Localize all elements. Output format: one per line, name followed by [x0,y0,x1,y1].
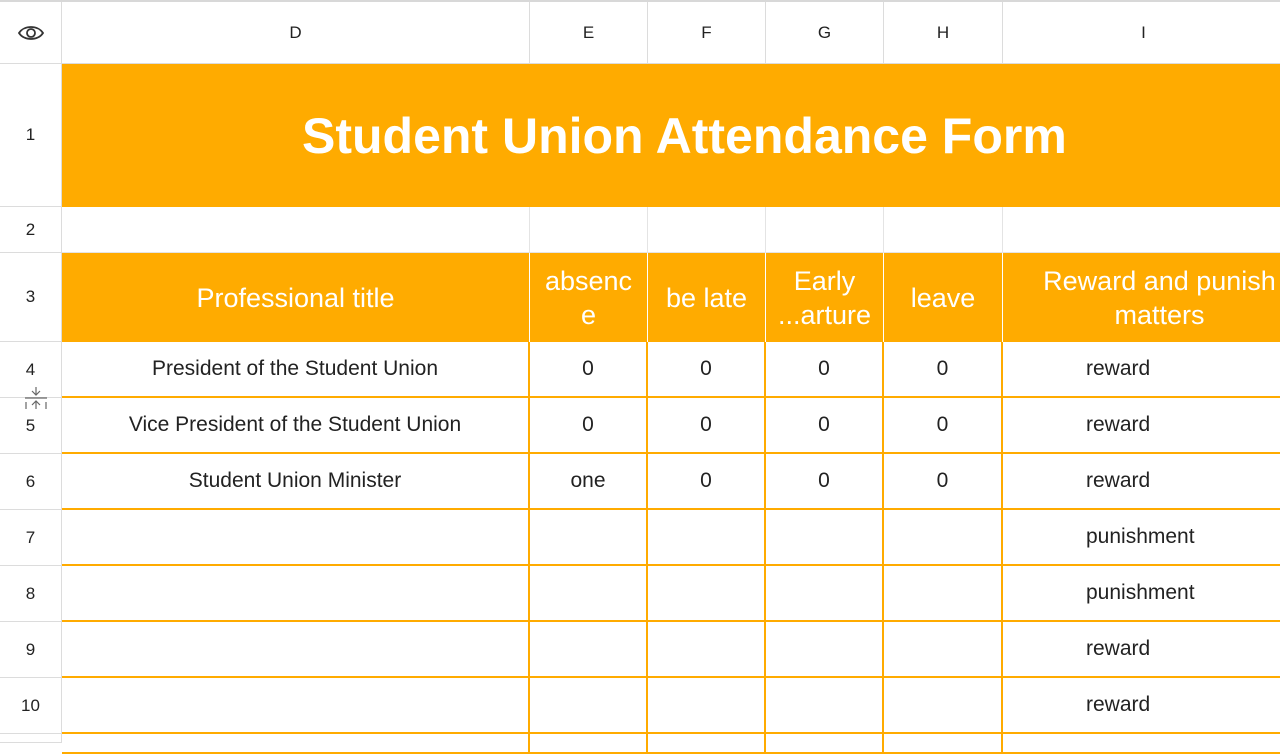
table-cell-leave[interactable]: 0 [884,398,1003,454]
table-cell-late[interactable] [648,566,766,622]
cell-g2[interactable] [766,207,884,253]
table-cell-title[interactable] [62,510,530,566]
row-header-2[interactable]: 2 [0,207,62,253]
table-cell-title[interactable]: Vice President of the Student Union [62,398,530,454]
table-cell-matter[interactable]: punishment [1003,510,1280,566]
column-header-i[interactable]: I [1003,2,1280,64]
column-header-g[interactable]: G [766,2,884,64]
row-header-1[interactable]: 1 [0,64,62,207]
header-leave[interactable]: leave [884,253,1003,342]
cell-h2[interactable] [884,207,1003,253]
table-cell-late[interactable]: 0 [648,454,766,510]
table-cell-empty[interactable] [648,734,766,754]
table-cell-empty[interactable] [766,734,884,754]
table-cell-title[interactable]: Student Union Minister [62,454,530,510]
cell-e2[interactable] [530,207,648,253]
column-header-e[interactable]: E [530,2,648,64]
row-resize-icon[interactable] [24,386,48,410]
table-cell-leave[interactable]: 0 [884,454,1003,510]
table-cell-empty[interactable] [884,734,1003,754]
table-cell-early[interactable]: 0 [766,398,884,454]
table-cell-absence[interactable] [530,678,648,734]
table-cell-late[interactable] [648,678,766,734]
table-cell-empty[interactable] [1003,734,1280,754]
table-cell-title[interactable] [62,622,530,678]
row-header-10[interactable]: 10 [0,678,62,734]
row-resize-icon-graphic [24,386,48,410]
table-cell-leave[interactable] [884,510,1003,566]
table-cell-title[interactable] [62,566,530,622]
column-header-f[interactable]: F [648,2,766,64]
header-early-departure[interactable]: Early ...arture [766,253,884,342]
table-cell-absence[interactable] [530,566,648,622]
select-all-corner[interactable] [0,2,62,64]
table-cell-leave[interactable] [884,678,1003,734]
row-header-3[interactable]: 3 [0,253,62,342]
table-cell-absence[interactable] [530,510,648,566]
row-header-4[interactable]: 4 [0,342,62,398]
table-cell-leave[interactable] [884,622,1003,678]
row-header-11[interactable] [0,734,62,743]
cell-i2[interactable] [1003,207,1280,253]
table-cell-early[interactable] [766,678,884,734]
title-cell[interactable]: Student Union Attendance Form [62,64,1280,207]
table-cell-title[interactable]: President of the Student Union [62,342,530,398]
row-header-9[interactable]: 9 [0,622,62,678]
table-cell-early[interactable]: 0 [766,342,884,398]
table-cell-leave[interactable]: 0 [884,342,1003,398]
table-cell-matter[interactable]: reward [1003,454,1280,510]
table-cell-absence[interactable]: 0 [530,342,648,398]
table-cell-leave[interactable] [884,566,1003,622]
row-header-6[interactable]: 6 [0,454,62,510]
cell-f2[interactable] [648,207,766,253]
table-cell-early[interactable] [766,622,884,678]
header-absence[interactable]: absenc e [530,253,648,342]
table-cell-matter[interactable]: punishment [1003,566,1280,622]
table-cell-late[interactable]: 0 [648,398,766,454]
row-header-8[interactable]: 8 [0,566,62,622]
row-header-7[interactable]: 7 [0,510,62,566]
table-cell-empty[interactable] [530,734,648,754]
table-cell-matter[interactable]: reward [1003,398,1280,454]
table-cell-early[interactable]: 0 [766,454,884,510]
table-cell-late[interactable] [648,622,766,678]
table-cell-empty[interactable] [62,734,530,754]
table-cell-early[interactable] [766,566,884,622]
table-cell-late[interactable]: 0 [648,342,766,398]
table-cell-matter[interactable]: reward [1003,678,1280,734]
table-cell-absence[interactable]: one [530,454,648,510]
column-header-h[interactable]: H [884,2,1003,64]
table-cell-early[interactable] [766,510,884,566]
cell-d2[interactable] [62,207,530,253]
header-be-late[interactable]: be late [648,253,766,342]
row-header-5[interactable]: 5 [0,398,62,454]
table-cell-late[interactable] [648,510,766,566]
table-cell-absence[interactable] [530,622,648,678]
table-cell-title[interactable] [62,678,530,734]
eye-icon [18,24,44,42]
table-cell-matter[interactable]: reward [1003,342,1280,398]
header-professional-title[interactable]: Professional title [62,253,530,342]
header-reward-punish[interactable]: Reward and punish matters [1003,253,1280,342]
table-cell-matter[interactable]: reward [1003,622,1280,678]
table-cell-absence[interactable]: 0 [530,398,648,454]
column-header-d[interactable]: D [62,2,530,64]
